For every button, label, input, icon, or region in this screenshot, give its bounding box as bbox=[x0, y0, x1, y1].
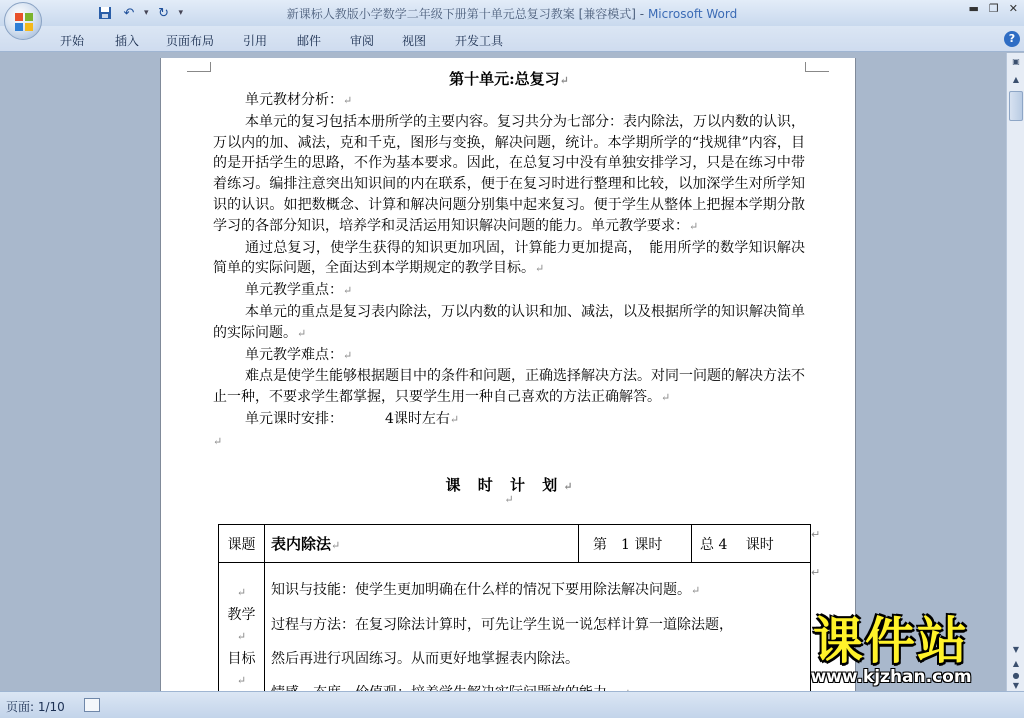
document-page[interactable] bbox=[160, 58, 856, 698]
title-bar bbox=[0, 0, 1024, 26]
tab-home[interactable]: 开始 bbox=[60, 34, 85, 48]
tab-view[interactable]: 视图 bbox=[402, 34, 427, 48]
lesson-number-cell[interactable]: 第 1 课时 bbox=[579, 525, 692, 563]
plan-title: 课 时 计 划↵ bbox=[445, 475, 573, 494]
ribbon-tabs bbox=[0, 26, 1024, 52]
topic-label-cell[interactable]: 课题 bbox=[219, 525, 265, 563]
empty-paragraph: ↵ bbox=[213, 434, 223, 448]
ruler-toggle-icon[interactable]: ▣ bbox=[1012, 57, 1020, 66]
row-end-mark: ↵ bbox=[811, 566, 821, 579]
requirement-paragraph: 通过总复习，使学生获得的知识更加巩固，计算能力更加提高， 能用所学的数学知识解决简单的实际问题，全面达到本学期规定的教学目标。↵ bbox=[213, 239, 805, 277]
undo-dropdown-icon[interactable]: ▾ bbox=[144, 8, 149, 18]
document-content[interactable] bbox=[213, 68, 805, 506]
restore-icon[interactable]: ❐ bbox=[988, 2, 999, 15]
goal-knowledge: 知识与技能：使学生更加明确在什么样的情况下要用除法解决问题。↵ bbox=[271, 582, 701, 598]
scrollbar-thumb[interactable] bbox=[1009, 91, 1023, 121]
vertical-scrollbar[interactable] bbox=[1006, 53, 1024, 691]
page-corner-mark bbox=[805, 62, 829, 72]
table-row bbox=[219, 525, 811, 563]
goal-process-line-2: 然后再进行巩固练习。从而更好地掌握表内除法。 bbox=[271, 651, 579, 667]
empty-paragraph: ↵ bbox=[504, 492, 514, 506]
previous-page-icon[interactable]: ▲ bbox=[1012, 659, 1020, 668]
office-logo-icon bbox=[14, 12, 34, 32]
status-bar bbox=[0, 691, 1024, 718]
watermark-url: www.kjzhan.com bbox=[810, 667, 972, 687]
scroll-up-icon[interactable]: ▲ bbox=[1012, 75, 1020, 84]
keypoint-paragraph: 本单元的重点是复习表内除法，万以内数的认识和加、减法，以及根据所学的知识解决简单的实际问题。↵ bbox=[213, 303, 805, 341]
document-heading: 第十单元:总复习↵ bbox=[449, 70, 569, 88]
tab-review[interactable]: 审阅 bbox=[350, 34, 375, 48]
watermark bbox=[776, 613, 1006, 687]
tab-mailings[interactable]: 邮件 bbox=[297, 34, 322, 48]
window-title: 新课标人教版小学数学二年级下册第十单元总复习教案 [兼容模式] - Microsoft Word bbox=[286, 7, 738, 21]
document-area bbox=[0, 53, 1006, 691]
next-page-icon[interactable]: ▼ bbox=[1012, 681, 1020, 690]
customize-dropdown-icon[interactable]: ▾ bbox=[178, 8, 184, 18]
page-indicator[interactable]: 页面: 1/10 bbox=[6, 700, 65, 714]
minimize-icon[interactable]: ▬ bbox=[968, 2, 979, 15]
row-end-mark: ↵ bbox=[811, 528, 821, 541]
macro-record-icon[interactable] bbox=[84, 698, 100, 712]
watermark-brand: 课件站 bbox=[813, 612, 969, 670]
total-lessons-cell[interactable]: 总 4 课时 bbox=[692, 525, 811, 563]
tab-references[interactable]: 引用 bbox=[243, 34, 268, 48]
tab-page-layout[interactable]: 页面布局 bbox=[166, 34, 215, 48]
table-row bbox=[219, 563, 811, 712]
close-icon[interactable]: ✕ bbox=[1008, 2, 1018, 15]
goal-process-line-1: 过程与方法：在复习除法计算时，可先让学生说一说怎样计算一道除法题， bbox=[271, 617, 733, 633]
scroll-down-icon[interactable]: ▼ bbox=[1012, 645, 1020, 654]
goal-label-cell[interactable]: ↵ 教学 ↵ 目标 ↵ bbox=[219, 563, 265, 712]
keypoint-label: 单元教学重点：↵ bbox=[245, 282, 353, 299]
goal-content-cell[interactable] bbox=[265, 563, 811, 712]
topic-value-cell[interactable]: 表内除法↵ bbox=[265, 525, 579, 563]
window-controls bbox=[969, 2, 1019, 15]
analysis-label: 单元教材分析：↵ bbox=[245, 92, 353, 108]
help-icon[interactable]: ? bbox=[1004, 31, 1020, 47]
undo-icon[interactable]: ↶ bbox=[123, 5, 135, 21]
redo-icon[interactable]: ↻ bbox=[158, 5, 169, 21]
tab-developer[interactable]: 开发工具 bbox=[455, 34, 504, 48]
browse-object-icon[interactable]: ● bbox=[1012, 671, 1020, 680]
hours-line: 单元课时安排： 4课时左右↵ bbox=[245, 410, 460, 427]
office-button[interactable] bbox=[4, 2, 42, 40]
tab-insert[interactable]: 插入 bbox=[115, 34, 140, 48]
lesson-plan-table[interactable] bbox=[218, 524, 811, 712]
difficulty-paragraph: 难点是使学生能够根据题目中的条件和问题，正确选择解决方法。对同一问题的解决方法不止一种，不要求学生都掌握，只要学生用一种自己喜欢的方法正确解答。↵ bbox=[213, 368, 805, 406]
page-corner-mark bbox=[187, 62, 211, 72]
difficulty-label: 单元教学难点：↵ bbox=[245, 346, 353, 363]
analysis-paragraph: 本单元的复习包括本册所学的主要内容。复习共分为七部分：表内除法，万以内数的认识，万以内的加、减法，克和千克，图形与变换，解决问题，统计。本学期所学的“找规律”内容，目的是开括学生的思路，不作为基本要求。因此，在总复习中没有单独安排学习，只是在练习中带着练习。编排注意突出知识间的内在联系，便于在复习时进行整理和比较，以加深学生对所学知识的认识。如把数概念、计算和解决问题分别集中起来复习。便于学生从整体上把握本学期分散学习的各部分知识，培养学和灵活运用知识解决问题的能力。单元教学要求：↵ bbox=[213, 113, 805, 234]
